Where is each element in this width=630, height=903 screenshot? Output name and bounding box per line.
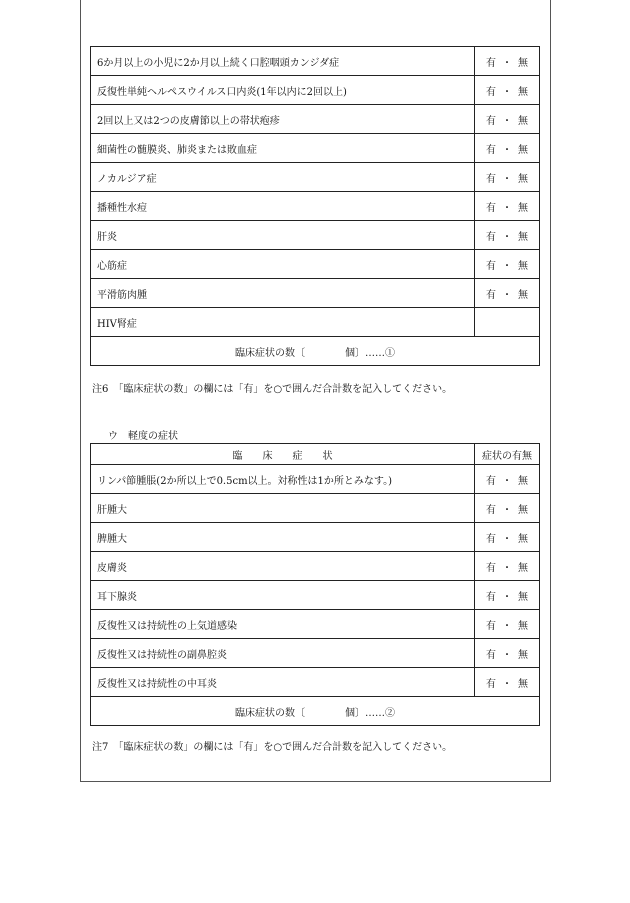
symptom-label: 皮膚炎 xyxy=(91,552,475,581)
note-6: 注6 「臨床症状の数」の欄には「有」を○で囲んだ合計数を記入してください。 xyxy=(92,384,453,395)
symptom-label: 播種性水痘 xyxy=(91,192,475,221)
option-no[interactable]: 無 xyxy=(518,649,528,661)
table-row xyxy=(91,192,540,221)
table-row xyxy=(91,523,540,552)
option-separator: ・ xyxy=(502,173,512,185)
option-separator: ・ xyxy=(502,620,512,632)
option-no[interactable]: 無 xyxy=(518,289,528,301)
option-yes[interactable]: 有 xyxy=(486,86,496,98)
option-no[interactable]: 無 xyxy=(518,504,528,516)
header-presence: 症状の有無 xyxy=(475,444,540,465)
option-no[interactable]: 無 xyxy=(518,231,528,243)
yes-no-choice[interactable] xyxy=(475,134,540,163)
yes-no-choice[interactable] xyxy=(475,76,540,105)
total-row xyxy=(91,697,540,726)
option-yes[interactable]: 有 xyxy=(486,260,496,272)
symptom-label: 耳下腺炎 xyxy=(91,581,475,610)
clinical-symptom-count-2[interactable]: 臨床症状の数〔 個〕……② xyxy=(91,697,540,726)
symptom-label: 細菌性の髄膜炎、肺炎または敗血症 xyxy=(91,134,475,163)
symptom-label: 平滑筋肉腫 xyxy=(91,279,475,308)
table-header-row xyxy=(91,444,540,465)
table-row xyxy=(91,581,540,610)
option-no[interactable]: 無 xyxy=(518,533,528,545)
symptom-label: 反復性単純ヘルペスウイルス口内炎(1年以内に2回以上) xyxy=(91,76,475,105)
option-no[interactable]: 無 xyxy=(518,144,528,156)
yes-no-choice[interactable] xyxy=(475,552,540,581)
option-no[interactable]: 無 xyxy=(518,475,528,487)
table-row xyxy=(91,610,540,639)
table-row xyxy=(91,494,540,523)
total-row xyxy=(91,337,540,366)
option-yes[interactable]: 有 xyxy=(486,115,496,127)
yes-no-choice[interactable] xyxy=(475,668,540,697)
symptom-label: 肝炎 xyxy=(91,221,475,250)
symptom-label: 反復性又は持続性の副鼻腔炎 xyxy=(91,639,475,668)
table-row xyxy=(91,163,540,192)
table-row xyxy=(91,552,540,581)
symptom-label: 脾腫大 xyxy=(91,523,475,552)
table-row xyxy=(91,279,540,308)
empty-cell xyxy=(475,308,540,337)
option-separator: ・ xyxy=(502,115,512,127)
option-separator: ・ xyxy=(502,260,512,272)
option-yes[interactable]: 有 xyxy=(486,533,496,545)
symptom-label: 肝腫大 xyxy=(91,494,475,523)
table-row xyxy=(91,47,540,76)
option-no[interactable]: 無 xyxy=(518,562,528,574)
option-yes[interactable]: 有 xyxy=(486,289,496,301)
option-separator: ・ xyxy=(502,678,512,690)
option-no[interactable]: 無 xyxy=(518,678,528,690)
option-yes[interactable]: 有 xyxy=(486,231,496,243)
table-row xyxy=(91,250,540,279)
symptom-label: 心筋症 xyxy=(91,250,475,279)
table-row xyxy=(91,668,540,697)
symptom-label: リンパ節腫脹(2か所以上で0.5cm以上。対称性は1か所とみなす。) xyxy=(91,465,475,494)
option-no[interactable]: 無 xyxy=(518,173,528,185)
symptom-label: HIV腎症 xyxy=(91,308,475,337)
symptom-label: ノカルジア症 xyxy=(91,163,475,192)
option-yes[interactable]: 有 xyxy=(486,57,496,69)
section-title-mild: ウ 軽度の症状 xyxy=(108,431,178,442)
option-no[interactable]: 無 xyxy=(518,115,528,127)
option-no[interactable]: 無 xyxy=(518,260,528,272)
mild-symptom-table xyxy=(90,443,540,726)
option-yes[interactable]: 有 xyxy=(486,475,496,487)
option-separator: ・ xyxy=(502,475,512,487)
table-row xyxy=(91,308,540,337)
option-yes[interactable]: 有 xyxy=(486,649,496,661)
table-row xyxy=(91,134,540,163)
option-separator: ・ xyxy=(502,591,512,603)
yes-no-choice[interactable] xyxy=(475,192,540,221)
option-no[interactable]: 無 xyxy=(518,86,528,98)
option-yes[interactable]: 有 xyxy=(486,678,496,690)
clinical-symptom-count-1[interactable]: 臨床症状の数〔 個〕……① xyxy=(91,337,540,366)
option-separator: ・ xyxy=(502,144,512,156)
yes-no-choice[interactable] xyxy=(475,279,540,308)
yes-no-choice[interactable] xyxy=(475,610,540,639)
symptom-label: 2回以上又は2つの皮膚節以上の帯状疱疹 xyxy=(91,105,475,134)
yes-no-choice[interactable] xyxy=(475,465,540,494)
table-row xyxy=(91,465,540,494)
yes-no-choice[interactable] xyxy=(475,163,540,192)
symptom-label: 反復性又は持続性の上気道感染 xyxy=(91,610,475,639)
option-yes[interactable]: 有 xyxy=(486,202,496,214)
yes-no-choice[interactable] xyxy=(475,581,540,610)
option-no[interactable]: 無 xyxy=(518,202,528,214)
note-7: 注7 「臨床症状の数」の欄には「有」を○で囲んだ合計数を記入してください。 xyxy=(92,742,453,753)
severe-symptom-table xyxy=(90,46,540,366)
option-yes[interactable]: 有 xyxy=(486,504,496,516)
option-no[interactable]: 無 xyxy=(518,620,528,632)
option-separator: ・ xyxy=(502,202,512,214)
option-separator: ・ xyxy=(502,57,512,69)
option-separator: ・ xyxy=(502,533,512,545)
option-no[interactable]: 無 xyxy=(518,591,528,603)
yes-no-choice[interactable] xyxy=(475,523,540,552)
symptom-label: 6か月以上の小児に2か月以上続く口腔咽頭カンジダ症 xyxy=(91,47,475,76)
yes-no-choice[interactable] xyxy=(475,105,540,134)
option-yes[interactable]: 有 xyxy=(486,173,496,185)
option-yes[interactable]: 有 xyxy=(486,591,496,603)
option-yes[interactable]: 有 xyxy=(486,620,496,632)
table-row xyxy=(91,76,540,105)
yes-no-choice[interactable] xyxy=(475,639,540,668)
table-row xyxy=(91,639,540,668)
header-symptom: 臨 床 症 状 xyxy=(91,444,475,465)
yes-no-choice[interactable] xyxy=(475,221,540,250)
symptom-label: 反復性又は持続性の中耳炎 xyxy=(91,668,475,697)
option-separator: ・ xyxy=(502,562,512,574)
option-separator: ・ xyxy=(502,231,512,243)
yes-no-choice[interactable] xyxy=(475,494,540,523)
option-yes[interactable]: 有 xyxy=(486,562,496,574)
table-row xyxy=(91,105,540,134)
option-yes[interactable]: 有 xyxy=(486,144,496,156)
table-row xyxy=(91,221,540,250)
option-no[interactable]: 無 xyxy=(518,57,528,69)
yes-no-choice[interactable] xyxy=(475,47,540,76)
yes-no-choice[interactable] xyxy=(475,250,540,279)
option-separator: ・ xyxy=(502,289,512,301)
option-separator: ・ xyxy=(502,504,512,516)
option-separator: ・ xyxy=(502,649,512,661)
option-separator: ・ xyxy=(502,86,512,98)
